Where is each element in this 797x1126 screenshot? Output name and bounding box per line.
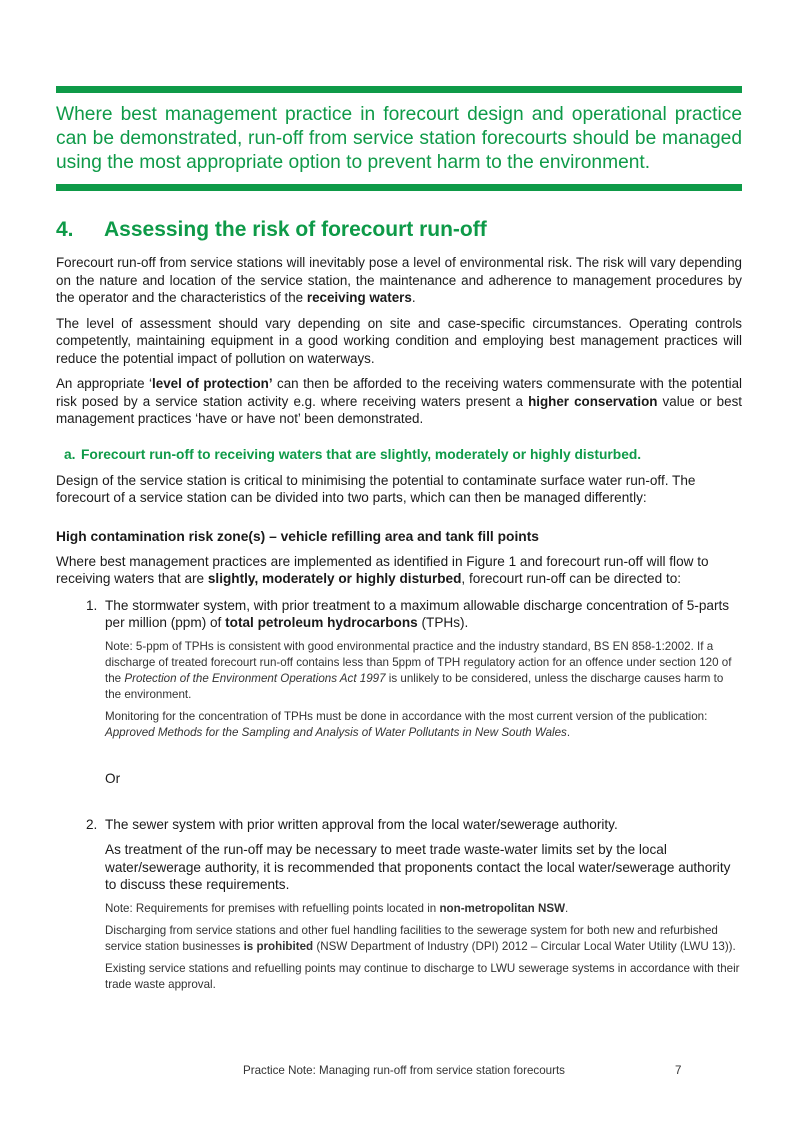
protection-text-a: An appropriate ‘: [56, 376, 153, 391]
stormwater-option-text: [105, 597, 742, 632]
higher-conservation-term: higher conservation: [528, 393, 658, 409]
note-text-a: Note: 5-ppm of TPHs is consistent with good environmental practice and the industry standard, BS EN 858-1:2002. If a discharge of treated forecourt run-off contains less than 5ppm of TPH regulatory action for an offence under section 120 of the: [105, 639, 732, 685]
paragraph-risk: [56, 254, 742, 307]
section-heading: [56, 217, 742, 243]
sewer-note-1: [105, 901, 742, 917]
directed-text-a: Where best management practices are implemented as identified in Figure 1 and forecourt run-off will flow to receiving waters that are: [56, 553, 709, 586]
protection-text-c: can then be afforded to the receiving waters commensurate with the potential risk posed by a service station activity e.g. where receiving waters present a: [56, 376, 742, 409]
tph-term: total petroleum hydrocarbons: [225, 615, 418, 630]
callout-bottom-rule: [56, 184, 742, 191]
paragraph-assessment: The level of assessment should vary depending on site and case-specific circumstances. Operating controls competently, maintaining equipment in a good working condition and employing best management practices will reduce the potential impact of pollution on waterways.: [56, 315, 742, 366]
footer-title: Practice Note: Managing run-off from service station forecourts: [243, 1064, 565, 1077]
sewer-note-text-a: Note: Requirements for premises with refuelling points located in: [105, 901, 440, 915]
or-separator: Or: [105, 770, 121, 786]
stormwater-text-c: (TPHs).: [417, 615, 469, 630]
stormwater-option: [86, 597, 742, 632]
prohibited-term: is prohibited: [243, 939, 314, 953]
callout-text: Where best management practice in forecourt design and operational practice can be demonstrated, run-off from service station forecourts should be managed using the most appropriate option to prevent harm to the environment.: [56, 104, 742, 173]
discharge-text-a: Discharging from service stations and other fuel handling facilities to the sewerage system for both new and refurbished service station businesses: [105, 923, 718, 953]
poeo-act-reference: Protection of the Environment Operations Act 1997: [124, 671, 386, 685]
discharge-text-c: (NSW Department of Industry (DPI) 2012 – Circular Local Water Utility (LWU 13)).: [313, 939, 736, 953]
approved-methods-reference: Approved Methods for the Sampling and Analysis of Water Pollutants in New South Wales: [105, 725, 567, 739]
discharge-options-list: [56, 597, 742, 993]
page-number: 7: [675, 1064, 682, 1077]
callout-top-rule: [56, 86, 742, 93]
subsection-title: Forecourt run-off to receiving waters that are slightly, moderately or highly disturbed.: [81, 446, 642, 462]
monitoring-note: [105, 709, 742, 741]
page-content: [56, 86, 742, 993]
paragraph-risk-end: .: [411, 290, 416, 305]
sewer-paragraph: As treatment of the run-off may be necessary to meet trade waste-water limits set by the local water/sewerage authority, it is recommended that proponents contact the local water/sewerage authority to discuss these requirements.: [105, 842, 731, 892]
level-of-protection-term: level of protection’: [152, 376, 273, 391]
list-number: 2.: [86, 816, 98, 832]
stormwater-text-a: The stormwater system, with prior treatment to a maximum allowable discharge concentration of 5-parts per million (ppm) of: [105, 597, 730, 630]
paragraph-directed: [56, 553, 736, 588]
monitoring-text-a: Monitoring for the concentration of TPHs must be done in accordance with the most current version of the publication:: [105, 709, 708, 723]
monitoring-text-c: .: [566, 725, 571, 739]
zone-heading: High contamination risk zone(s) – vehicle refilling area and tank fill points: [56, 528, 539, 544]
sewer-note-2: [105, 923, 742, 955]
comma-term: ,: [254, 571, 263, 586]
sewer-note-3: Existing service stations and refuelling points may continue to discharge to LWU sewerage systems in accordance with their trade waste approval.: [105, 961, 740, 991]
section-number: 4.: [56, 218, 74, 241]
disturbed-term: moderately or highly disturbed: [262, 571, 462, 586]
list-item: [56, 597, 742, 786]
slightly-term: slightly: [207, 571, 255, 586]
non-metro-term: non-metropolitan NSW: [439, 901, 566, 915]
note-text-c: is unlikely to be considered, unless the discharge causes harm to the environment.: [105, 671, 724, 701]
sewer-note-text-c: .: [565, 901, 569, 915]
paragraph-risk-text: Forecourt run-off from service stations will inevitably pose a level of environmental risk. The risk will vary depending on the nature and location of the service station, the maintenance and adherence to management procedures by the operator and the characteristics of the: [56, 255, 742, 305]
directed-text-e: , forecourt run-off can be directed to:: [461, 571, 682, 586]
paragraph-design: Design of the service station is critical to minimising the potential to contaminate surface water run-off. The forecourt of a service station can be divided into two parts, which can then be managed differently:: [56, 472, 696, 505]
sewer-option: [86, 816, 742, 834]
paragraph-protection: [56, 375, 742, 428]
protection-text-e: value or best management practices ‘have or have not’ been demonstrated.: [56, 393, 742, 426]
receiving-waters-term: receiving waters: [306, 290, 412, 305]
sewer-option-text: The sewer system with prior written approval from the local water/sewerage authority.: [105, 816, 618, 832]
subsection-letter: a.: [64, 446, 76, 462]
list-item: [56, 816, 742, 993]
list-number: 1.: [86, 597, 98, 613]
section-title: Assessing the risk of forecourt run-off: [104, 218, 487, 241]
stormwater-note: [105, 639, 742, 703]
subsection-heading: [64, 447, 742, 462]
